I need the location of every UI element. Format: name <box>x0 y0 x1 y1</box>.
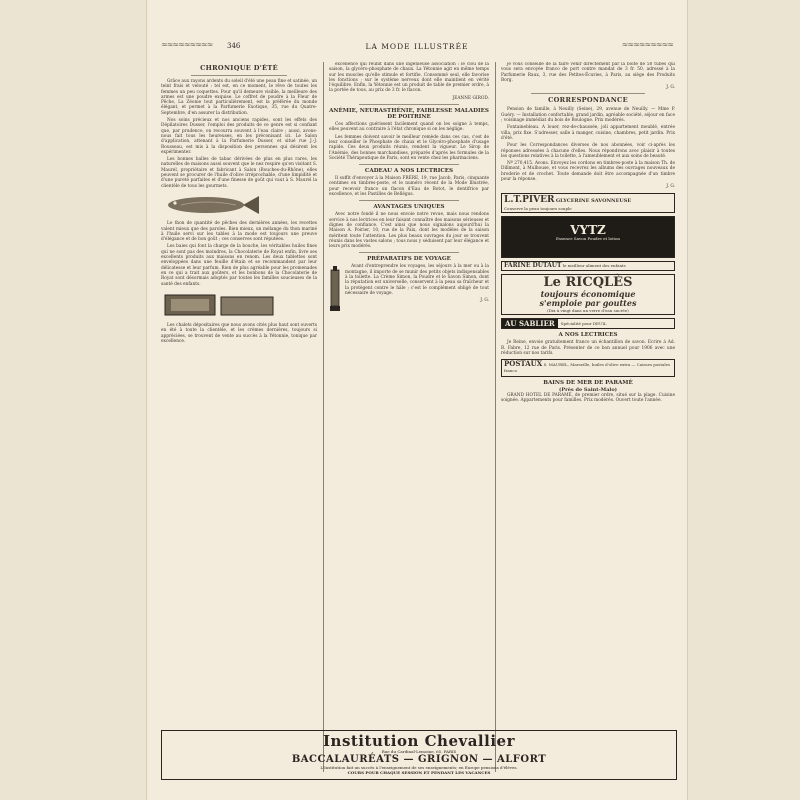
section-title: ANÉMIE, NEURASTHÉNIE, FAIBLESSE MALADIES DE POITRINE <box>329 108 489 121</box>
ricqles-brand: Le RICQLÈS <box>543 274 633 290</box>
chevallier-line: BACCALAURÉATS — GRIGNON — ALFORT <box>291 754 547 765</box>
lectrices-title: A NOS LECTRICES <box>558 332 618 339</box>
divider <box>531 93 645 94</box>
paragraph: Pour les Correspondances diverses de nos abonnées, voir ci-après les réponses adressées à chacune d'elles. Nous répondrons avec plaisir à toutes les questions relatives à la toilette, à l'ameublement et aux soins de beauté. <box>501 143 675 159</box>
signature: JEANNE GIROD. <box>452 95 489 101</box>
paragraph: Pension de famille, à Neuilly (Seine), 29, avenue de Neuilly. — Mme P. Guéry. — Installation confortable, grand jardin, agréable société, séjour en face ; voisinage immédiat du bois de Boulogne. Prix modérés. <box>501 107 675 124</box>
section-title: CADEAU A NOS LECTRICES <box>364 168 454 175</box>
postaux-brand: POSTAUX <box>504 359 543 369</box>
dutaut-advert <box>501 261 675 271</box>
sablier-sub: Spécialité pour DEUIL <box>560 321 607 327</box>
paragraph: Nº 270,415. Avons. Envoyez les cordons en timbres-poste à la maison Th. de Dillmont, à Mulhouse, et vous recevrez les albums des ouvrages nouveaux de broderie et de crochet. Toute demande doit être accompagnée d'un timbre pour la réponse. <box>501 161 675 183</box>
bains-title: BAINS DE MER DE PARAMÉ <box>543 379 633 386</box>
column-rule <box>323 62 324 772</box>
left-ornament-icon: ≈≈≈≈≈≈≈≈≈ <box>161 40 213 49</box>
fish-illustration-icon <box>161 193 261 217</box>
paragraph: Nos soins précieux et nos anciens rapides, sont les effets des Dépilatoires Dusser, l'emploi des produits de ce genre est si confiant que, par prudence, on recourra souvent à l'eau claire ; aussi, avons-nous fait tous les heureuses, en les préconisant ici. Le Salon d'application, attenant à la Parfumerie Dusser, et situé rue J.-J. Rousseau, est mis à la disposition des personnes qui désirent les expérimenter. <box>161 118 317 155</box>
sablier-advert <box>501 318 675 329</box>
divider <box>359 200 459 201</box>
column-rule <box>495 62 496 772</box>
paragraph: Grâce aux rayons ardents du soleil d'été une peau fine et satinée, un teint frais et velouté : tel est, en ce moment, le rêve de toutes les femmes un peu coquettes. Pour qu'il demeure visible, la meilleure des armes est une poudre exquise. Le coffret de poudre à la Fleur de Pêche, La Zéonie tout particulièrement, est la préférée du monde élégant, et permet à la Parfumerie Exotique, 35, rue du Quatre-Septembre, d'en assurer la distribution. <box>161 79 317 116</box>
paragraph: Ces affections guérissent facilement quand on les soigne à temps, elles peuvent au contraire à l'état chronique si on les néglige. <box>329 122 489 133</box>
journal-title: LA MODE ILLUSTRÉE <box>365 42 469 51</box>
column-2 <box>329 62 489 777</box>
paragraph: Avant d'entreprendre les voyages, les séjours à la mer ou à la montagne, il importe de se munir des petits objets indispensables à la toilette. La Crème Simon, la Poudre et le Savon Simon, dont la réputation est universelle, conservent à la peau sa fraîcheur et la protègent contre le hâle ; c'est le complément obligé de tout nécessaire de voyage. <box>345 264 489 296</box>
ricqles-line-1: toujours économique <box>540 288 636 299</box>
chevallier-note: L'Institution fait un succès à l'enseignement de ses enseignements; en Europe pensions d'élèves. <box>320 765 518 770</box>
dutaut-line: FARINE DUTAUT <box>504 261 562 269</box>
page-header <box>147 42 687 56</box>
paragraph: Les femmes doivent savoir le meilleur remède dans ces cas, c'est de leur conseiller le Phosphate de chaux et le Glycéro-phosphate d'usage rapide. Ces deux produits réunis, rendent la vigueur. Le Sirop de l'Anémie, des bonnes marchandises, préparés d'après les formules de la Société Thérapeutique de Paris, sont en vente chez les pharmaciens. <box>329 134 489 161</box>
signature: J. G. <box>666 85 675 91</box>
divider <box>359 104 459 105</box>
postaux-sub: S. MAUREL, Marseille, huiles d'olive extra — Caisses postales franco <box>504 362 671 374</box>
divider <box>359 252 459 253</box>
vytz-brand: VYTZ <box>570 222 606 237</box>
chevallier-title: Institution Chevallier <box>323 732 515 750</box>
signature: J. G. <box>480 298 489 304</box>
paragraph: GRAND HOTEL DE PARAMÉ, de premier ordre, situé sur la plage. Cuisine soignée. Appartements pour familles. Prix modérés. Ouvert toute l'année. <box>501 393 675 404</box>
ricqles-line-3: (Dix à vingt dans un verre d'eau sucrée) <box>547 307 629 313</box>
ricqles-advert <box>501 274 675 315</box>
paragraph: excellence qui réunit dans une ingénieuse association : le clou de la saison, la glycéro-phosphate de chaux. La Yétonnie agit en même temps sur les muscles qu'elle stimule et fortifie. Consommé seul, elle favorise les fonctions ; sur le système nerveux dont elle maintient en vérité l'équilibre. Enfin, la Yétonnie est un produit de table de premier ordre, à la portée de tous, au prix de 3 fr. le flacon. <box>329 62 489 94</box>
paragraph: Le thon de quantité de pêches des dernières années, les recettes valent mieux que des paroles. Bien mieux, un mélange du thon mariné à l'huile servi sur les tables à la mode est toujours une preuve d'élégance et de bon goût ; ces conserves sont réputées. <box>161 221 317 243</box>
vytz-advert <box>501 216 675 258</box>
section-title: AVANTAGES UNIQUES <box>373 204 445 211</box>
magazine-page <box>147 0 687 800</box>
column-3 <box>501 62 675 777</box>
chevallier-address: Rue du Cardinal-Lemoine, 65, PARIS <box>381 749 457 754</box>
paragraph: Fontainebleau. A louer, rez-de-chaussée, joli appartement meublé, entrée villa, prix fixe. S'adresser, salle à manger, cuisine, chambres, petit jardin. Prix d'été. <box>501 125 675 141</box>
signature: J. G. <box>666 184 675 190</box>
chocolate-bar-illustration-icon <box>161 291 281 319</box>
chronique-title: CHRONIQUE D'ÉTÉ <box>200 64 278 72</box>
paragraph: je vous conseille de la faire venir directement par la boîte de 50 tubes qui vous sera envoyée franco de port contre mandat de 3 fr. 50, adressé à la Parfumerie Raux, 3, rue des Petites-Écuries, à Paris, au siège des Produits Borg. <box>501 62 675 83</box>
column-1 <box>161 62 317 777</box>
paragraph: Avec notre fondé il ne nous envoie notre revue, mais nous rendons service à nos lectrices en leur faisant connaître des maisons sérieuses et dignes de confiance. C'est ainsi que nous signalons aujourd'hui la Maison A. Poirier, 10, rue de la Paix, dont les modèles de la saison méritent toute l'attention. Les plus beaux ouvrages du jour se trouvent réunis dans les vastes salons ; tous nous y séduisent par leur élégance et leurs prix modérés. <box>329 212 489 250</box>
paragraph: Je Reine, envoie gratuitement franco un échantillon de savon. Ecrire à Ad. R. Fabre, 12 rue de Paris. Présenter de ce bon annuel pour 1906 avec une réduction sur nos tarifs. <box>501 340 675 356</box>
paragraph: Les chalets dépositaires que nous avons cités plus haut sont ouverts en été à toute la clientèle, et les crèmes dernières, toujours si appréciées, se trouvent de vente au succès à la Yétonnie, tonique par excellence. <box>161 323 317 344</box>
right-ornament-icon: ≈≈≈≈≈≈≈≈≈ <box>621 40 673 49</box>
postaux-advert <box>501 359 675 377</box>
piver-brand: L.T.PIVER <box>504 194 555 205</box>
cream-tube-illustration-icon <box>329 266 341 312</box>
piver-sub: Conserve la peau toujours souple <box>504 205 572 211</box>
sablier-brand: AU SABLIER <box>502 319 558 328</box>
piver-advert <box>501 193 675 213</box>
divider <box>359 164 459 165</box>
bains-sub: (Près de Saint-Malo) <box>558 386 618 393</box>
dutaut-sub: le meilleur aliment des enfants <box>562 262 626 268</box>
paragraph: Les bonnes balles de tabac dérivées de plus en plus rares, les naturelles de maisons aussi souvent que le nez respire qu'en visitant S. Maurel, propriétaire et fabricant à Salon (Bouches-du-Rhône), elles peuvent se procurer de l'huile d'olive irréprochable, d'une limpidité et d'une pureté parfaites et d'une finesse de goût qui vaut à S. Maurel la clientèle de tous les gourmets. <box>161 157 317 189</box>
piver-line: GLYCERINE SAVONNEUSE <box>555 197 632 204</box>
paragraph: Les baies qui font la charge de la bouche, les véritables huiles fines qui ne sont pas des moindres, la Chocolaterie de Royat enfin, livre ses excellents produits aux maisons en renom. Les deux tablettes sont enveloppées dans une feuille d'étain et se recommandent par leur délicatesse et leur parfum. Rien de plus agréable pour les promenades en ce qui a trait aux goûters, et les bonbons de la Chocolaterie de Royat sont désormais adoptés par toutes les familles soucieuses de la santé des enfants. <box>161 244 317 287</box>
chevallier-course: COURS POUR CHAQUE SESSION ET PENDANT LES VACANCES <box>347 770 491 775</box>
divider <box>191 75 287 76</box>
paragraph: Il suffit d'envoyer à la Maison FRÈRE, 19, rue Jacob, Paris, cinquante centimes en timbres-poste, et le numéro récent de la Mode Illustrée, pour recevoir franco un flacon d'Eau de Botot, le dentifrice par excellence, et les Pastilles de Bellégus. <box>329 176 489 198</box>
ricqles-line-2: s'emploie par gouttes <box>539 297 637 308</box>
chevallier-advert <box>161 730 677 780</box>
correspondance-title: CORRESPONDANCE <box>548 96 628 105</box>
section-title: PRÉPARATIFS DE VOYAGE <box>367 256 451 263</box>
page-number: 346 <box>227 42 241 50</box>
vytz-sub: Essence Savon Poudre et lotion <box>556 235 620 241</box>
